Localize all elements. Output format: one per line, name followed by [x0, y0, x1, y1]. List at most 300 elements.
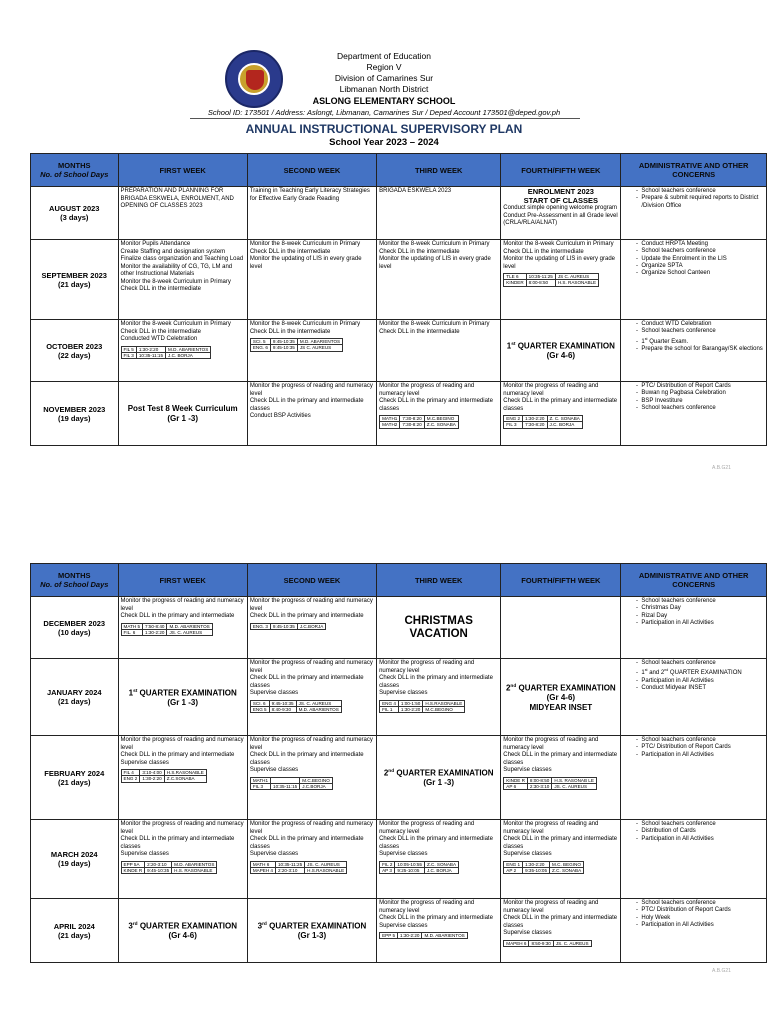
week-activities: Monitor the 8-week Curriculum in Primary Check DLL in the intermediate Monitor the updating of LIS in every grade level	[249, 241, 362, 270]
schedule-row	[504, 280, 599, 286]
header-line: Region V	[366, 62, 402, 72]
week-cell	[118, 899, 247, 963]
week-cell	[118, 382, 247, 446]
column-header-fourth-fifth-week: FOURTH/FIFTH WEEK	[501, 564, 621, 597]
week-activities: Monitor the progress of reading and numeracy level Check DLL in the primary and intermediate classes Supervise classes	[503, 821, 618, 857]
watermark: A.B.G21	[712, 968, 731, 974]
column-header-months: MONTHS No. of School Days	[31, 154, 119, 187]
time-cell: 9:45-10:35	[270, 623, 297, 629]
admin-list	[625, 321, 764, 353]
week-title: CHRISTMAS VACATION	[404, 614, 473, 640]
week-cell	[118, 597, 247, 659]
week-cell	[501, 899, 621, 963]
plan-row	[31, 820, 767, 899]
schedule-mini-table	[250, 700, 342, 714]
week-title: 1st QUARTER EXAMINATION (Gr 4-6)	[506, 341, 615, 361]
schedule-row	[250, 345, 342, 351]
schedule-mini-table	[121, 769, 207, 783]
plan-row	[31, 187, 767, 240]
time-cell: 8:00-8:50	[526, 280, 555, 286]
week-activities: PREPARATION AND PLANNING FOR BRIGADA ESKWELA, ENROLMENT, AND OPENING OF CLASSES 2023	[120, 188, 234, 209]
teacher-cell: M.C. BEGINO	[550, 861, 584, 867]
week-title: ENROLMENT 2023 START OF CLASSES	[523, 187, 599, 205]
teacher-cell: M.D. ABARIENTOS	[172, 861, 217, 867]
admin-item: - School teachers conference	[641, 248, 764, 255]
divider	[190, 118, 580, 119]
plan-row	[31, 382, 767, 446]
week-cell	[247, 597, 376, 659]
schedule-row	[250, 623, 326, 629]
admin-item: - Update the Enrolment in the LIS	[641, 256, 764, 263]
time-cell: 1:30-2:20	[398, 706, 422, 712]
week-cell	[377, 240, 501, 320]
time-cell: 1:00-1:50	[398, 700, 422, 706]
week-cell	[118, 736, 247, 820]
column-header-admin-concerns: ADMINISTRATIVE AND OTHER CONCERNS	[621, 154, 767, 187]
subject-cell: ENG. 6	[250, 345, 270, 351]
time-cell: 10:35-11:15	[136, 352, 165, 358]
teacher-cell: JS. C. AUREUS	[305, 861, 347, 867]
subject-cell: TLE 6	[504, 274, 526, 280]
schedule-mini-table	[379, 415, 459, 429]
admin-item: - School teachers conference	[641, 821, 764, 828]
time-cell: 1:30-2:20	[143, 629, 167, 635]
time-cell: 2:20-3:10	[145, 861, 172, 867]
month-cell: OCTOBER 2023 (22 days)	[31, 320, 119, 382]
teacher-cell: H.S.RASONABLE	[305, 867, 347, 873]
column-header-second-week: SECOND WEEK	[247, 564, 376, 597]
admin-cell	[621, 899, 767, 963]
week-title: 3rd QUARTER EXAMINATION (Gr 1-3)	[257, 921, 367, 941]
teacher-cell: J.C. BORJA	[547, 422, 582, 428]
schedule-row	[380, 422, 459, 428]
teacher-cell: H.S.RASONABLE	[423, 700, 465, 706]
admin-item: - Conduct Midyear INSET	[641, 685, 764, 692]
subject-cell: MATH 6	[250, 861, 275, 867]
column-header-months: MONTHS No. of School Days	[31, 564, 119, 597]
plan-title: ANNUAL INSTRUCTIONAL SUPERVISORY PLAN	[245, 122, 523, 136]
admin-item: - Participation in All Activities	[641, 620, 764, 627]
month-cell: JANUARY 2024 (21 days)	[31, 659, 119, 736]
teacher-cell: H.S. RASONABLE	[172, 867, 217, 873]
admin-item: - BSP Investiture	[641, 398, 764, 405]
schedule-row	[380, 706, 465, 712]
schedule-mini-table	[503, 415, 583, 429]
week-activities: Monitor the 8-week Curriculum in Primary Check DLL in the intermediate Monitor the updating of LIS in every grade level	[503, 241, 616, 270]
teacher-cell: M.C.BEGINO	[300, 777, 333, 783]
schedule-row	[250, 867, 346, 873]
time-cell: 2:20-3:10	[275, 867, 304, 873]
month-cell: APRIL 2024 (21 days)	[31, 899, 119, 963]
week-cell	[118, 320, 247, 382]
time-cell: 2:30-3:10	[527, 783, 551, 789]
admin-cell	[621, 820, 767, 899]
week-activities: BRIGADA ESKWELA 2023	[379, 188, 452, 194]
column-header-second-week: SECOND WEEK	[247, 154, 376, 187]
week-activities: Monitor the progress of reading and numeracy level Check DLL in the primary and intermediate Supervise classes	[379, 900, 493, 929]
week-cell	[501, 320, 621, 382]
admin-cell	[621, 382, 767, 446]
admin-item: - Participation in All Activities	[641, 752, 764, 759]
schedule-mini-table	[379, 932, 468, 939]
schedule-row	[121, 867, 217, 873]
week-activities: Monitor the progress of reading and numeracy level Check DLL in the primary and intermediate classes Supervise classes	[503, 737, 618, 773]
week-title: Post Test 8 Week Curriculum (Gr 1 -3)	[127, 404, 238, 423]
admin-cell	[621, 659, 767, 736]
subject-cell: MAPEH 6	[504, 940, 529, 946]
subject-cell: AP 3	[380, 867, 395, 873]
admin-item: - Conduct WTD Celebration	[641, 321, 764, 328]
week-cell	[501, 820, 621, 899]
subject-cell: ENG 1	[504, 861, 523, 867]
admin-item: - Participation in All Activities	[641, 922, 764, 929]
teacher-cell: JS. C. AUREUS	[296, 700, 341, 706]
time-cell: 10:35-11:25	[526, 274, 555, 280]
subject-cell: KINDE R	[504, 777, 528, 783]
admin-item: - Organize School Canteen	[641, 270, 764, 277]
teacher-cell: J.C.BORJA	[297, 623, 325, 629]
admin-item: - 1st Quarter Exam.	[641, 336, 764, 346]
week-cell	[377, 320, 501, 382]
plan-row	[31, 597, 767, 659]
column-header-third-week: THIRD WEEK	[377, 564, 501, 597]
admin-item: - School teachers conference	[641, 598, 764, 605]
teacher-cell: M.D. ABARIENTOS	[296, 706, 341, 712]
plan-row	[31, 320, 767, 382]
teacher-cell: M.D. ABARIENTOS	[166, 346, 211, 352]
admin-list	[625, 241, 764, 277]
teacher-cell: JS. C. AUREUS	[553, 940, 591, 946]
header-line: Department of Education	[336, 51, 432, 61]
week-cell	[247, 382, 376, 446]
subject-cell: EPP 5	[380, 933, 398, 939]
schedule-row	[380, 933, 468, 939]
admin-list	[625, 188, 764, 210]
admin-item: - PTC/ Distribution of Report Cards	[641, 907, 764, 914]
teacher-cell: H.S. RASONAB LE	[552, 777, 597, 783]
school-year: School Year 2023 – 2024	[329, 137, 439, 148]
week-activities: Monitor the 8-week Curriculum in Primary Check DLL in the intermediate	[379, 321, 490, 335]
teacher-cell: M.D. ABARIENTOS	[297, 339, 342, 345]
week-activities: Monitor the 8-week Curriculum in Primary Check DLL in the intermediate	[249, 321, 361, 335]
schedule-row	[504, 861, 584, 867]
schedule-mini-table	[250, 777, 333, 791]
column-header-first-week: FIRST WEEK	[118, 564, 247, 597]
header-line: Libmanan North District	[339, 84, 429, 94]
teacher-cell: J.C.BORJA	[300, 783, 333, 789]
teacher-cell: Z.C. SONABA	[424, 422, 458, 428]
subject-cell: FIL 5	[121, 346, 136, 352]
plan-row	[31, 899, 767, 963]
subject-cell: MATH1	[380, 416, 400, 422]
schedule-row	[121, 776, 206, 782]
week-activities: Monitor the progress of reading and numeracy level Check DLL in the primary and intermediate classes Supervise classes	[249, 737, 373, 773]
table-header-row	[31, 154, 767, 187]
subject-cell: FIL 3	[250, 783, 270, 789]
subject-cell: ENG 4	[380, 700, 399, 706]
schedule-mini-table	[503, 861, 584, 875]
schedule-row	[250, 783, 332, 789]
subject-cell: MATH1	[250, 777, 270, 783]
admin-item: - Conduct HRPTA Meeting	[641, 241, 764, 248]
admin-item: - School teachers conference	[641, 900, 764, 907]
month-cell: FEBRUARY 2024 (21 days)	[31, 736, 119, 820]
time-cell: 9:45-10:35	[270, 345, 297, 351]
subject-cell: FIL 1	[380, 706, 399, 712]
week-cell	[377, 187, 501, 240]
admin-item: - Prepare & submit required reports to District /Division Office	[641, 195, 764, 210]
time-cell: 7:30-8:20	[400, 422, 424, 428]
week-activities: Conduct simple opening welcome program Conduct Pre-Assessment in all Grade level (CRLA/RLA/ALNAT)	[503, 205, 618, 226]
admin-list	[625, 737, 764, 759]
time-cell: 8:00-8:50	[527, 777, 551, 783]
week-activities: Monitor Pupils Attendance Create Staffing and designation system Finalize class organization and Teaching Load Monitor the availability of CG, TG, LM and other Instructional Materials Monitor the 8-week Curriculum in Primary Check DLL in the intermediate	[120, 241, 244, 292]
week-cell	[501, 382, 621, 446]
subject-cell: FIL 3	[121, 352, 136, 358]
subject-cell: AP 6	[504, 783, 528, 789]
teacher-cell: Z.C. SONABA	[424, 861, 458, 867]
week-cell	[118, 820, 247, 899]
admin-item: - School teachers conference	[641, 328, 764, 335]
week-activities: Monitor the progress of reading and numeracy level Check DLL in the primary and intermediate classes	[379, 383, 493, 412]
admin-list	[625, 660, 764, 692]
admin-item: - Holy Week	[641, 915, 764, 922]
week-cell	[377, 899, 501, 963]
admin-item: - 1st and 2nd QUARTER EXAMINATION	[641, 667, 764, 677]
schedule-row	[250, 706, 341, 712]
subject-cell: KINDE R	[121, 867, 145, 873]
time-cell: 7:30-8:20	[400, 416, 424, 422]
admin-item: - Participation in All Activities	[641, 836, 764, 843]
week-activities: Monitor the progress of reading and numeracy level Check DLL in the primary and intermediate Supervise classes	[120, 737, 244, 766]
column-header-third-week: THIRD WEEK	[377, 154, 501, 187]
subject-cell: ENG 2	[121, 776, 140, 782]
teacher-cell: JS C. AUREUS	[297, 345, 342, 351]
time-cell: 9:35-10:05	[523, 867, 550, 873]
week-title: 1st QUARTER EXAMINATION (Gr 1 -3)	[128, 688, 237, 707]
time-cell: 9:45-10:35	[145, 867, 172, 873]
admin-item: - Participation in All Activities	[641, 678, 764, 685]
subject-cell: AP 2	[504, 867, 523, 873]
month-cell: DECEMBER 2023 (10 days)	[31, 597, 119, 659]
header-line: Division of Camarines Sur	[334, 73, 434, 83]
schedule-row	[121, 352, 211, 358]
schedule-mini-table	[250, 861, 347, 875]
subject-cell: ENG 2	[504, 416, 523, 422]
teacher-cell: Z. C. SONABA	[547, 416, 582, 422]
admin-item: - Prepare the school for Barangay/SK elections	[641, 346, 764, 353]
admin-item: - PTC/ Distribution of Report Cards	[641, 744, 764, 751]
admin-list	[625, 598, 764, 627]
schedule-mini-table	[503, 273, 599, 287]
time-cell: 10:35-11:15	[271, 783, 300, 789]
schedule-row	[121, 629, 212, 635]
time-cell: 10:35-11:25	[275, 861, 304, 867]
schedule-row	[504, 940, 591, 946]
admin-item: - PTC/ Distribution of Report Cards	[641, 383, 764, 390]
week-cell	[377, 382, 501, 446]
admin-cell	[621, 597, 767, 659]
week-activities: Monitor the progress of reading and numeracy level Check DLL in the primary and intermediate classes Supervise classes	[503, 900, 618, 936]
week-activities: Monitor the 8-week Curriculum in Primary Check DLL in the intermediate Conducted WTD Celebration	[120, 321, 231, 342]
schedule-mini-table	[121, 623, 213, 637]
time-cell: 7:30-8:20	[523, 422, 547, 428]
schedule-row	[504, 416, 583, 422]
week-cell	[377, 736, 501, 820]
column-header-fourth-fifth-week: FOURTH/FIFTH WEEK	[501, 154, 621, 187]
teacher-cell: JS C. AUREUS	[555, 274, 598, 280]
admin-item: - Rizal Day	[641, 613, 764, 620]
plan-table-1	[30, 153, 767, 446]
document-header	[0, 46, 768, 146]
admin-cell	[621, 320, 767, 382]
time-cell: 7:50-8:40	[143, 623, 167, 629]
month-cell: NOVEMBER 2023 (19 days)	[31, 382, 119, 446]
teacher-cell: JS. C. AUREUS	[552, 783, 597, 789]
schedule-row	[250, 861, 346, 867]
week-cell	[377, 820, 501, 899]
admin-item: - School teachers conference	[641, 188, 764, 195]
time-cell: 1:30-2:20	[523, 416, 547, 422]
week-activities: Monitor the progress of reading and numeracy level Check DLL in the primary and intermediate	[249, 598, 373, 619]
plan-table-2	[30, 563, 767, 963]
month-cell: MARCH 2024 (19 days)	[31, 820, 119, 899]
column-header-first-week: FIRST WEEK	[118, 154, 247, 187]
teacher-cell: H.S. RASONABLE	[555, 280, 598, 286]
schedule-mini-table	[250, 338, 343, 352]
schedule-row	[504, 783, 597, 789]
column-header-admin-concerns: ADMINISTRATIVE AND OTHER CONCERNS	[621, 564, 767, 597]
subject-cell: SCI. 6	[250, 700, 269, 706]
teacher-cell: M.D. ABARIENTOS	[422, 933, 467, 939]
plan-row	[31, 736, 767, 820]
time-cell: 8:50-9:30	[529, 940, 553, 946]
teacher-cell: JS. C. AUREUS	[167, 629, 212, 635]
schedule-mini-table	[379, 700, 465, 714]
teacher-cell: M.C.BEGINO	[423, 706, 465, 712]
admin-cell	[621, 187, 767, 240]
schedule-row	[504, 274, 599, 280]
teacher-cell: M.C.BEGINO	[424, 416, 458, 422]
week-title: 3rd QUARTER EXAMINATION (Gr 4-6)	[128, 921, 237, 941]
admin-item: - Christmas Day	[641, 605, 764, 612]
week-cell	[247, 187, 376, 240]
teacher-cell: Z.C.SONABA	[164, 776, 206, 782]
week-activities: Training in Teaching Early Literacy Strategies for Effective Early Grade Reading	[249, 188, 370, 202]
week-cell	[118, 240, 247, 320]
week-cell	[501, 736, 621, 820]
admin-item: - Organize SPTA	[641, 263, 764, 270]
week-cell	[247, 320, 376, 382]
week-cell	[247, 899, 376, 963]
week-activities: Monitor the progress of reading and numeracy level Check DLL in the primary and intermediate	[120, 598, 244, 619]
month-cell: SEPTEMBER 2023 (21 days)	[31, 240, 119, 320]
subject-cell: FIL. 6	[121, 629, 143, 635]
subject-cell: ENG 5	[250, 706, 269, 712]
week-activities: Monitor the progress of reading and numeracy level Check DLL in the primary and intermediate classes Supervise classes	[249, 821, 373, 857]
school-name: ASLONG ELEMENTARY SCHOOL	[312, 96, 456, 106]
admin-item: - Distribution of Cards	[641, 828, 764, 835]
schedule-row	[380, 416, 459, 422]
admin-item: - School teachers conference	[641, 737, 764, 744]
schedule-mini-table	[250, 623, 327, 630]
subject-cell: KINDER	[504, 280, 526, 286]
month-cell: AUGUST 2023 (3 days)	[31, 187, 119, 240]
watermark: A.B.G21	[712, 465, 731, 471]
week-cell	[118, 187, 247, 240]
time-cell: 1:30-2:20	[398, 933, 422, 939]
subject-cell: MATH2	[380, 422, 400, 428]
week-cell	[501, 597, 621, 659]
teacher-cell: J.C. BORJA	[424, 867, 458, 873]
week-cell	[247, 820, 376, 899]
week-cell	[247, 240, 376, 320]
schedule-mini-table	[121, 861, 218, 875]
schedule-mini-table	[503, 777, 597, 791]
schedule-row	[504, 422, 583, 428]
week-cell	[377, 659, 501, 736]
subject-cell: EPP 5A	[121, 861, 145, 867]
time-cell: 3:10-4:00	[140, 770, 164, 776]
admin-list	[625, 383, 764, 412]
school-address: School ID: 173501 / Address: Aslongt, Libmanan, Camarines Sur / Deped Account 173501@deped.gov.ph	[207, 108, 561, 117]
teacher-cell: Z.C. SONABA	[550, 867, 584, 873]
time-cell: 9:45-10:35	[269, 700, 296, 706]
time-cell: 9:45-10:35	[270, 339, 297, 345]
week-cell	[501, 240, 621, 320]
time-cell: 8:40-9:30	[269, 706, 296, 712]
admin-list	[625, 900, 764, 929]
week-activities: Monitor the progress of reading and numeracy level Check DLL in the primary and intermediate classes Supervise classes	[249, 660, 373, 696]
time-cell: 1:30-2:20	[140, 776, 164, 782]
week-cell	[247, 659, 376, 736]
time-cell: 9:25-10:05	[395, 867, 425, 873]
subject-cell: FIL 4	[121, 770, 140, 776]
teacher-cell: J.C. BORJA	[166, 352, 211, 358]
subject-cell: FIL 2	[380, 861, 395, 867]
week-cell	[247, 736, 376, 820]
time-cell: 1:30-2:20	[523, 861, 550, 867]
week-title: 2nd QUARTER EXAMINATION (Gr 1 -3)	[383, 768, 494, 788]
schedule-mini-table	[379, 861, 459, 875]
subject-cell: ENG. 3	[250, 623, 270, 629]
teacher-cell: H.S.RASONABLE	[164, 770, 206, 776]
week-cell	[501, 659, 621, 736]
time-cell: 10:05-10:55	[395, 861, 425, 867]
week-cell	[118, 659, 247, 736]
week-title: 2nd QUARTER EXAMINATION (Gr 4-6) MIDYEAR INSET	[505, 683, 616, 712]
plan-row	[31, 659, 767, 736]
week-activities: Monitor the progress of reading and numeracy level Check DLL in the primary and intermediate classes Supervise classes	[120, 821, 244, 857]
week-cell	[377, 597, 501, 659]
subject-cell: FIL 3	[504, 422, 523, 428]
week-activities: Monitor the 8-week Curriculum in Primary Check DLL in the intermediate Monitor the updating of LIS in every grade level	[379, 241, 491, 270]
schedule-mini-table	[121, 346, 212, 360]
table-header-row	[31, 564, 767, 597]
week-activities: Monitor the progress of reading and numeracy level Check DLL in the primary and intermediate classes Conduct BSP Activities	[249, 383, 373, 419]
schedule-mini-table	[503, 940, 591, 947]
schedule-row	[504, 867, 584, 873]
teacher-cell: M.D. ABARIENTOS	[167, 623, 212, 629]
subject-cell: MATH 5	[121, 623, 143, 629]
schedule-row	[380, 867, 459, 873]
admin-list	[625, 821, 764, 843]
week-activities: Monitor the progress of reading and numeracy level Check DLL in the primary and intermediate classes Supervise classes	[379, 660, 493, 696]
subject-cell: SCI. 5	[250, 339, 270, 345]
schedule-row	[380, 861, 459, 867]
week-activities: Monitor the progress of reading and numeracy level Check DLL in the primary and intermediate classes	[503, 383, 618, 412]
admin-cell	[621, 736, 767, 820]
